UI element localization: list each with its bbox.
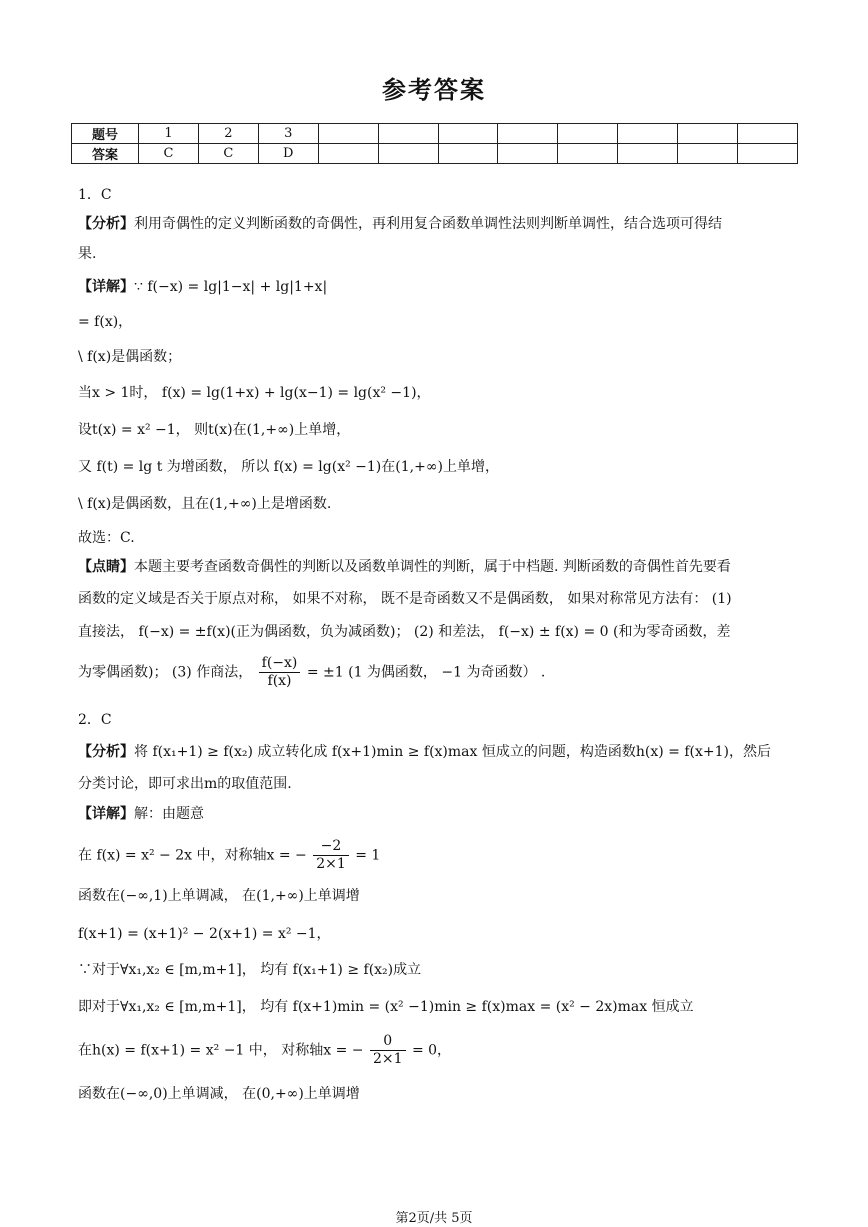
table-cell <box>678 124 738 144</box>
table-cell <box>558 144 618 164</box>
fraction-numerator: f(−x) <box>259 655 301 673</box>
q2-line: 函数在(−∞,1)上单调减， 在(1,+∞)上单调增 <box>78 888 360 904</box>
analysis-text: 将 f(x₁+1) ≥ f(x₂) 成立转化成 f(x+1)min ≥ f(x)max 恒成立的问题，构造函数h(x) = f(x+1)，然后 <box>134 744 771 760</box>
table-cell <box>378 124 438 144</box>
table-cell: C <box>198 144 258 164</box>
table-cell <box>498 144 558 164</box>
answer-table <box>71 123 798 164</box>
table-cell <box>558 124 618 144</box>
comment-tag: 【点睛】 <box>78 559 134 575</box>
q1-line: \ f(x)是偶函数； <box>78 349 182 365</box>
math-text: 在h(x) = f(x+1) = x² −1 中， 对称轴x = − <box>78 1042 364 1059</box>
table-cell <box>618 144 678 164</box>
detail-text: 解：由题意 <box>134 806 204 822</box>
q2-analysis <box>78 743 771 761</box>
table-cell: 3 <box>258 124 318 144</box>
table-cell <box>738 144 798 164</box>
page-title: 参考答案 <box>382 75 486 104</box>
q1-detail <box>78 278 327 296</box>
q2-line <box>78 1033 451 1068</box>
math-text: = 1 <box>355 847 381 864</box>
detail-text: ∵ f(−x) = lg|1−x| + lg|1+x| <box>134 279 328 295</box>
q1-line: = f(x)， <box>78 314 133 330</box>
analysis-tag: 【分析】 <box>78 744 134 760</box>
comment-text: 为零偶函数)； (3) 作商法， <box>78 664 253 681</box>
q2-line <box>78 838 380 873</box>
analysis-text: 利用奇偶性的定义判断函数的奇偶性，再利用复合函数单调性法则判断单调性，结合选项可得结 <box>134 216 722 232</box>
math-text: 在 f(x) = x² − 2x 中，对称轴x = − <box>78 847 307 864</box>
table-cell <box>438 124 498 144</box>
table-cell <box>618 124 678 144</box>
comment-text: = ±1 (1 为偶函数， −1 为奇函数） . <box>306 664 546 681</box>
q1-choice: 故选：C. <box>78 530 135 546</box>
fraction <box>259 655 301 690</box>
math-text: = 0， <box>411 1042 452 1059</box>
table-cell <box>378 144 438 164</box>
fraction-denominator: f(x) <box>267 673 292 689</box>
q1-line: 又 f(t) = lg t 为增函数， 所以 f(x) = lg(x² −1)在(1,+∞)上单增， <box>78 459 499 475</box>
detail-tag: 【详解】 <box>78 279 134 295</box>
table-cell <box>678 144 738 164</box>
row-label: 题号 <box>72 124 139 144</box>
q2-analysis-cont: 分类讨论，即可求出m的取值范围. <box>78 776 292 792</box>
table-cell: C <box>139 144 199 164</box>
table-cell <box>738 124 798 144</box>
table-cell <box>318 144 378 164</box>
table-cell <box>498 124 558 144</box>
comment-text: 本题主要考查函数奇偶性的判断以及函数单调性的判断，属于中档题. 判断函数的奇偶性首先要看 <box>134 559 731 575</box>
row-label: 答案 <box>72 144 139 164</box>
q2-line: ∵对于∀x₁,x₂ ∈ [m,m+1]， 均有 f(x₁+1) ≥ f(x₂)成立 <box>78 962 422 978</box>
fraction <box>370 1033 406 1068</box>
q1-analysis <box>78 215 722 233</box>
q1-line: \ f(x)是偶函数，且在(1,+∞)上是增函数. <box>78 496 332 512</box>
page-footer: 第2页/共 5页 <box>395 1211 473 1226</box>
table-cell: 1 <box>139 124 199 144</box>
q1-comment-line <box>78 655 545 690</box>
q1-heading: 1．C <box>78 187 112 203</box>
q2-line: 即对于∀x₁,x₂ ∈ [m,m+1]， 均有 f(x+1)min = (x² −1)min ≥ f(x)max = (x² − 2x)max 恒成立 <box>78 999 694 1015</box>
q2-heading: 2．C <box>78 712 112 728</box>
table-cell: D <box>258 144 318 164</box>
table-row-answers <box>72 144 798 164</box>
fraction-numerator: −2 <box>313 838 349 856</box>
q2-detail <box>78 805 204 823</box>
fraction <box>313 838 349 873</box>
q1-line: 当x > 1时， f(x) = lg(1+x) + lg(x−1) = lg(x² −1)， <box>78 385 431 401</box>
table-cell: 2 <box>198 124 258 144</box>
fraction-denominator: 2×1 <box>372 1051 403 1067</box>
q2-line: f(x+1) = (x+1)² − 2(x+1) = x² −1， <box>78 926 331 942</box>
fraction-numerator: 0 <box>370 1033 406 1051</box>
detail-tag: 【详解】 <box>78 806 134 822</box>
table-cell <box>438 144 498 164</box>
analysis-tag: 【分析】 <box>78 216 134 232</box>
q1-line: 设t(x) = x² −1， 则t(x)在(1,+∞)上单增， <box>78 422 351 438</box>
table-row-numbers <box>72 124 798 144</box>
q1-analysis-cont: 果. <box>78 246 97 262</box>
q1-comment-line: 函数的定义域是否关于原点对称， 如果不对称， 既不是奇函数又不是偶函数， 如果对称常见方法有： (1) <box>78 591 732 607</box>
fraction-denominator: 2×1 <box>316 856 346 872</box>
q2-line: 函数在(−∞,0)上单调减， 在(0,+∞)上单调增 <box>78 1086 360 1102</box>
table-cell <box>318 124 378 144</box>
q1-comment-line: 直接法， f(−x) = ±f(x)(正为偶函数，负为减函数)； (2) 和差法， f(−x) ± f(x) = 0 (和为零奇函数，差 <box>78 624 731 640</box>
q1-comment <box>78 558 731 576</box>
